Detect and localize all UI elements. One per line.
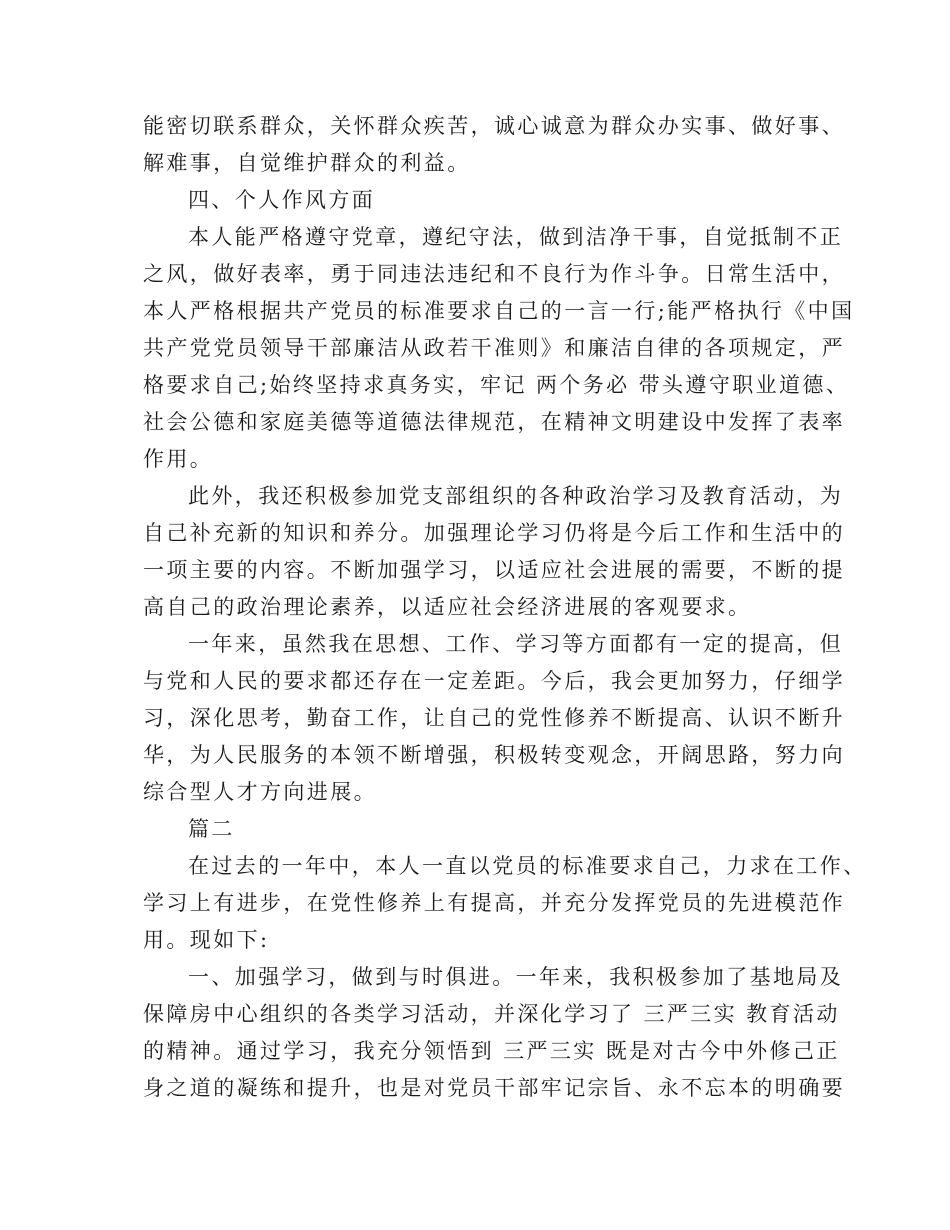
section-heading: 四、个人作风方面	[188, 188, 376, 212]
text-line: 自己补充新的知识和养分。加强理论学习仍将是今后工作和生活中的	[143, 521, 845, 545]
text-line: 在过去的一年中，本人一直以党员的标准要求自己，力求在工作、	[188, 854, 867, 878]
text-line: 作用。	[143, 447, 214, 471]
text-line: 与党和人民的要求都还存在一定差距。今后，我会更加努力，仔细学	[143, 669, 845, 693]
text-line: 华，为人民服务的本领不断增强，积极转变观念，开阔思路，努力向	[143, 743, 845, 767]
text-line: 一、加强学习，做到与时俱进。一年来，我积极参加了基地局及	[188, 965, 844, 989]
text-line: 一年来，虽然我在思想、工作、学习等方面都有一定的提高，但	[188, 632, 844, 656]
text-line: 能密切联系群众，关怀群众疾苦，诚心诚意为群众办实事、做好事、	[143, 114, 845, 138]
text-line: 高自己的政治理论素养，以适应社会经济进展的客观要求。	[143, 595, 752, 619]
text-line: 共产党党员领导干部廉洁从政若干准则》和廉洁自律的各项规定，严	[143, 336, 845, 360]
text-line: 学习上有进步，在党性修养上有提高，并充分发挥党员的先进模范作	[143, 891, 845, 915]
text-line: 习，深化思考，勤奋工作，让自己的党性修养不断提高、认识不断升	[143, 706, 845, 730]
text-line: 社会公德和家庭美德等道德法律规范，在精神文明建设中发挥了表率	[143, 410, 845, 434]
text-line: 格要求自己;始终坚持求真务实，牢记 两个务必 带头遵守职业道德、	[143, 373, 850, 397]
text-line: 解难事，自觉维护群众的利益。	[143, 151, 471, 175]
text-line: 身之道的凝练和提升，也是对党员干部牢记宗旨、永不忘本的明确要	[143, 1076, 845, 1100]
section-heading: 篇二	[188, 817, 235, 841]
text-line: 用。现如下:	[143, 928, 270, 952]
text-line: 一项主要的内容。不断加强学习，以适应社会进展的需要，不断的提	[143, 558, 845, 582]
text-line: 保障房中心组织的各类学习活动，并深化学习了 三严三实 教育活动	[143, 1002, 840, 1026]
text-line: 本人严格根据共产党员的标准要求自己的一言一行;能严格执行《中国	[143, 299, 855, 323]
text-line: 综合型人才方向进展。	[143, 780, 377, 804]
text-line: 的精神。通过学习，我充分领悟到 三严三实 既是对古今中外修己正	[143, 1039, 840, 1063]
text-line: 之风，做好表率，勇于同违法违纪和不良行为作斗争。日常生活中，	[143, 262, 845, 286]
text-line: 此外，我还积极参加党支部组织的各种政治学习及教育活动，为	[188, 484, 844, 508]
text-line: 本人能严格遵守党章，遵纪守法，做到洁净干事，自觉抵制不正	[188, 225, 844, 249]
